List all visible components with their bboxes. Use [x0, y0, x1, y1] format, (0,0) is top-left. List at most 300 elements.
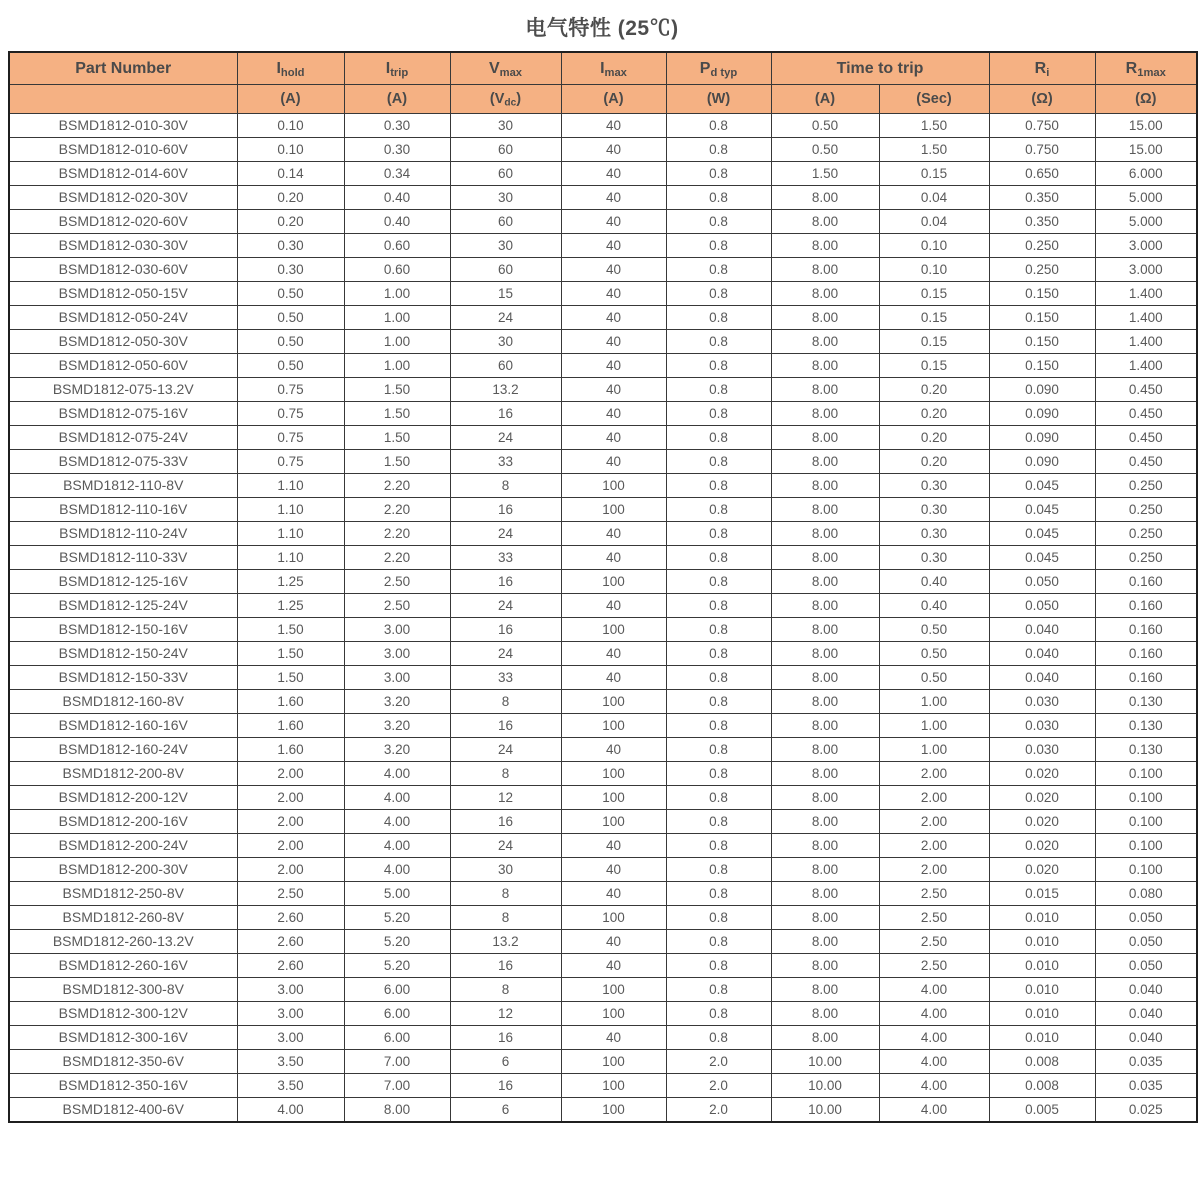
ihold-cell: 2.50 [237, 882, 344, 906]
vmax-cell: 8 [450, 882, 561, 906]
pd-typ-cell: 0.8 [666, 186, 771, 210]
table-row [9, 882, 1197, 906]
ri-cell: 0.090 [989, 426, 1095, 450]
r1max-cell: 0.100 [1095, 834, 1197, 858]
vmax-cell: 60 [450, 210, 561, 234]
table-row [9, 858, 1197, 882]
ihold-cell: 3.00 [237, 1002, 344, 1026]
time-to-trip-sec-cell: 2.00 [879, 786, 989, 810]
time-to-trip-sec-cell: 0.50 [879, 642, 989, 666]
part-number-cell: BSMD1812-260-8V [9, 906, 237, 930]
itrip-cell: 1.50 [344, 378, 450, 402]
ri-cell: 0.150 [989, 282, 1095, 306]
r1max-cell: 0.100 [1095, 810, 1197, 834]
time-to-trip-sec-cell: 0.20 [879, 426, 989, 450]
ri-cell: 0.005 [989, 1098, 1095, 1123]
part-number-cell: BSMD1812-110-33V [9, 546, 237, 570]
itrip-cell: 1.00 [344, 306, 450, 330]
pd-typ-cell: 0.8 [666, 570, 771, 594]
vmax-cell: 24 [450, 642, 561, 666]
time-to-trip-a-cell: 8.00 [771, 762, 879, 786]
ri-cell: 0.008 [989, 1050, 1095, 1074]
r1max-cell: 0.450 [1095, 426, 1197, 450]
r1max-cell: 0.040 [1095, 1026, 1197, 1050]
imax-cell: 40 [561, 546, 666, 570]
pd-typ-cell: 0.8 [666, 882, 771, 906]
table-row [9, 402, 1197, 426]
time-to-trip-sec-cell: 0.15 [879, 354, 989, 378]
time-to-trip-a-cell: 8.00 [771, 546, 879, 570]
table-row [9, 714, 1197, 738]
time-to-trip-a-cell: 1.50 [771, 162, 879, 186]
time-to-trip-a-cell: 8.00 [771, 1026, 879, 1050]
ihold-cell: 1.25 [237, 570, 344, 594]
table-row [9, 114, 1197, 138]
time-to-trip-sec-cell: 2.00 [879, 810, 989, 834]
vmax-cell: 30 [450, 186, 561, 210]
vmax-cell: 12 [450, 786, 561, 810]
ihold-cell: 1.50 [237, 642, 344, 666]
vmax-cell: 60 [450, 162, 561, 186]
time-to-trip-a-cell: 10.00 [771, 1074, 879, 1098]
time-to-trip-a-cell: 8.00 [771, 306, 879, 330]
pd-typ-cell: 2.0 [666, 1050, 771, 1074]
part-number-cell: BSMD1812-260-16V [9, 954, 237, 978]
header-pd-typ: Pd typ [666, 52, 771, 85]
ri-cell: 0.090 [989, 402, 1095, 426]
pd-typ-cell: 0.8 [666, 738, 771, 762]
table-row [9, 234, 1197, 258]
pd-typ-cell: 0.8 [666, 138, 771, 162]
time-to-trip-a-cell: 10.00 [771, 1050, 879, 1074]
table-row [9, 570, 1197, 594]
ihold-cell: 1.10 [237, 498, 344, 522]
ri-cell: 0.150 [989, 354, 1095, 378]
ihold-cell: 2.60 [237, 930, 344, 954]
ihold-cell: 3.50 [237, 1074, 344, 1098]
vmax-cell: 60 [450, 138, 561, 162]
time-to-trip-sec-cell: 2.50 [879, 930, 989, 954]
table-row [9, 666, 1197, 690]
vmax-cell: 24 [450, 522, 561, 546]
itrip-cell: 2.20 [344, 546, 450, 570]
ihold-cell: 2.00 [237, 834, 344, 858]
pd-typ-cell: 0.8 [666, 618, 771, 642]
pd-typ-cell: 0.8 [666, 234, 771, 258]
table-row [9, 618, 1197, 642]
header-imax: Imax [561, 52, 666, 85]
electrical-characteristics-table [8, 51, 1198, 1123]
time-to-trip-a-cell: 0.50 [771, 114, 879, 138]
table-row [9, 690, 1197, 714]
time-to-trip-a-cell: 8.00 [771, 714, 879, 738]
vmax-cell: 16 [450, 810, 561, 834]
time-to-trip-a-cell: 0.50 [771, 138, 879, 162]
time-to-trip-sec-cell: 0.40 [879, 570, 989, 594]
imax-cell: 100 [561, 762, 666, 786]
itrip-cell: 6.00 [344, 978, 450, 1002]
pd-typ-cell: 0.8 [666, 330, 771, 354]
imax-cell: 40 [561, 738, 666, 762]
time-to-trip-a-cell: 8.00 [771, 930, 879, 954]
time-to-trip-a-cell: 8.00 [771, 234, 879, 258]
time-to-trip-sec-cell: 0.15 [879, 306, 989, 330]
table-row [9, 210, 1197, 234]
time-to-trip-a-cell: 8.00 [771, 570, 879, 594]
imax-cell: 100 [561, 1002, 666, 1026]
ihold-cell: 4.00 [237, 1098, 344, 1123]
part-number-cell: BSMD1812-030-30V [9, 234, 237, 258]
time-to-trip-sec-cell: 0.15 [879, 162, 989, 186]
pd-typ-cell: 0.8 [666, 906, 771, 930]
itrip-cell: 4.00 [344, 786, 450, 810]
ri-cell: 0.010 [989, 1026, 1095, 1050]
part-number-cell: BSMD1812-075-24V [9, 426, 237, 450]
time-to-trip-a-cell: 8.00 [771, 258, 879, 282]
pd-typ-cell: 0.8 [666, 402, 771, 426]
r1max-cell: 0.160 [1095, 618, 1197, 642]
time-to-trip-sec-cell: 0.20 [879, 402, 989, 426]
itrip-cell: 3.00 [344, 666, 450, 690]
table-header [9, 52, 1197, 114]
vmax-cell: 15 [450, 282, 561, 306]
ri-cell: 0.020 [989, 786, 1095, 810]
itrip-cell: 2.20 [344, 498, 450, 522]
unit-imax: (A) [561, 85, 666, 114]
ri-cell: 0.650 [989, 162, 1095, 186]
imax-cell: 40 [561, 426, 666, 450]
r1max-cell: 0.050 [1095, 954, 1197, 978]
ihold-cell: 1.50 [237, 666, 344, 690]
pd-typ-cell: 0.8 [666, 834, 771, 858]
ri-cell: 0.010 [989, 1002, 1095, 1026]
ri-cell: 0.040 [989, 666, 1095, 690]
ihold-cell: 1.10 [237, 546, 344, 570]
time-to-trip-sec-cell: 0.20 [879, 450, 989, 474]
part-number-cell: BSMD1812-400-6V [9, 1098, 237, 1123]
pd-typ-cell: 0.8 [666, 858, 771, 882]
part-number-cell: BSMD1812-160-24V [9, 738, 237, 762]
ri-cell: 0.090 [989, 378, 1095, 402]
r1max-cell: 0.450 [1095, 378, 1197, 402]
table-row [9, 306, 1197, 330]
header-vmax: Vmax [450, 52, 561, 85]
itrip-cell: 2.50 [344, 594, 450, 618]
imax-cell: 40 [561, 114, 666, 138]
table-row [9, 786, 1197, 810]
time-to-trip-a-cell: 8.00 [771, 642, 879, 666]
pd-typ-cell: 0.8 [666, 690, 771, 714]
time-to-trip-a-cell: 8.00 [771, 402, 879, 426]
table-row [9, 162, 1197, 186]
part-number-cell: BSMD1812-250-8V [9, 882, 237, 906]
unit-ri: (Ω) [989, 85, 1095, 114]
vmax-cell: 60 [450, 258, 561, 282]
imax-cell: 40 [561, 930, 666, 954]
part-number-cell: BSMD1812-050-24V [9, 306, 237, 330]
time-to-trip-a-cell: 8.00 [771, 882, 879, 906]
imax-cell: 40 [561, 354, 666, 378]
ri-cell: 0.350 [989, 186, 1095, 210]
ihold-cell: 0.30 [237, 258, 344, 282]
pd-typ-cell: 2.0 [666, 1098, 771, 1123]
time-to-trip-sec-cell: 0.10 [879, 258, 989, 282]
pd-typ-cell: 0.8 [666, 978, 771, 1002]
r1max-cell: 0.035 [1095, 1050, 1197, 1074]
vmax-cell: 24 [450, 594, 561, 618]
time-to-trip-sec-cell: 0.15 [879, 330, 989, 354]
imax-cell: 40 [561, 258, 666, 282]
ri-cell: 0.010 [989, 906, 1095, 930]
header-time-to-trip: Time to trip [771, 52, 989, 85]
part-number-cell: BSMD1812-300-8V [9, 978, 237, 1002]
time-to-trip-sec-cell: 0.30 [879, 498, 989, 522]
vmax-cell: 16 [450, 714, 561, 738]
imax-cell: 40 [561, 882, 666, 906]
table-row [9, 474, 1197, 498]
unit-r1max: (Ω) [1095, 85, 1197, 114]
vmax-cell: 24 [450, 738, 561, 762]
imax-cell: 40 [561, 450, 666, 474]
ihold-cell: 0.10 [237, 114, 344, 138]
vmax-cell: 30 [450, 330, 561, 354]
ri-cell: 0.030 [989, 714, 1095, 738]
itrip-cell: 4.00 [344, 810, 450, 834]
part-number-cell: BSMD1812-150-16V [9, 618, 237, 642]
time-to-trip-sec-cell: 0.50 [879, 618, 989, 642]
time-to-trip-a-cell: 8.00 [771, 978, 879, 1002]
itrip-cell: 0.40 [344, 186, 450, 210]
imax-cell: 100 [561, 1050, 666, 1074]
ihold-cell: 1.25 [237, 594, 344, 618]
pd-typ-cell: 2.0 [666, 1074, 771, 1098]
ihold-cell: 0.50 [237, 330, 344, 354]
ri-cell: 0.020 [989, 858, 1095, 882]
table-row [9, 546, 1197, 570]
itrip-cell: 5.00 [344, 882, 450, 906]
vmax-cell: 33 [450, 546, 561, 570]
r1max-cell: 0.250 [1095, 522, 1197, 546]
itrip-cell: 1.00 [344, 282, 450, 306]
ri-cell: 0.010 [989, 930, 1095, 954]
ri-cell: 0.050 [989, 570, 1095, 594]
ri-cell: 0.045 [989, 522, 1095, 546]
time-to-trip-a-cell: 8.00 [771, 906, 879, 930]
table-row [9, 138, 1197, 162]
ihold-cell: 1.60 [237, 738, 344, 762]
pd-typ-cell: 0.8 [666, 666, 771, 690]
imax-cell: 40 [561, 834, 666, 858]
part-number-cell: BSMD1812-050-15V [9, 282, 237, 306]
vmax-cell: 8 [450, 906, 561, 930]
table-row [9, 1002, 1197, 1026]
table-row [9, 810, 1197, 834]
ri-cell: 0.010 [989, 954, 1095, 978]
ri-cell: 0.150 [989, 330, 1095, 354]
itrip-cell: 6.00 [344, 1026, 450, 1050]
pd-typ-cell: 0.8 [666, 450, 771, 474]
r1max-cell: 0.130 [1095, 714, 1197, 738]
itrip-cell: 1.50 [344, 426, 450, 450]
vmax-cell: 24 [450, 834, 561, 858]
itrip-cell: 5.20 [344, 906, 450, 930]
part-number-cell: BSMD1812-050-60V [9, 354, 237, 378]
ihold-cell: 1.10 [237, 474, 344, 498]
imax-cell: 40 [561, 1026, 666, 1050]
table-row [9, 378, 1197, 402]
pd-typ-cell: 0.8 [666, 930, 771, 954]
part-number-cell: BSMD1812-350-6V [9, 1050, 237, 1074]
r1max-cell: 0.250 [1095, 546, 1197, 570]
time-to-trip-a-cell: 8.00 [771, 498, 879, 522]
itrip-cell: 2.50 [344, 570, 450, 594]
time-to-trip-sec-cell: 4.00 [879, 978, 989, 1002]
pd-typ-cell: 0.8 [666, 642, 771, 666]
part-number-cell: BSMD1812-150-24V [9, 642, 237, 666]
time-to-trip-sec-cell: 4.00 [879, 1050, 989, 1074]
imax-cell: 40 [561, 282, 666, 306]
part-number-cell: BSMD1812-300-16V [9, 1026, 237, 1050]
vmax-cell: 16 [450, 570, 561, 594]
ri-cell: 0.750 [989, 138, 1095, 162]
time-to-trip-a-cell: 8.00 [771, 186, 879, 210]
r1max-cell: 0.040 [1095, 978, 1197, 1002]
imax-cell: 40 [561, 522, 666, 546]
imax-cell: 40 [561, 306, 666, 330]
vmax-cell: 8 [450, 690, 561, 714]
imax-cell: 40 [561, 162, 666, 186]
time-to-trip-a-cell: 8.00 [771, 618, 879, 642]
ihold-cell: 0.50 [237, 306, 344, 330]
r1max-cell: 0.450 [1095, 450, 1197, 474]
part-number-cell: BSMD1812-075-13.2V [9, 378, 237, 402]
ihold-cell: 2.60 [237, 954, 344, 978]
unit-ihold: (A) [237, 85, 344, 114]
part-number-cell: BSMD1812-150-33V [9, 666, 237, 690]
vmax-cell: 13.2 [450, 930, 561, 954]
vmax-cell: 8 [450, 762, 561, 786]
pd-typ-cell: 0.8 [666, 162, 771, 186]
part-number-cell: BSMD1812-075-16V [9, 402, 237, 426]
time-to-trip-sec-cell: 1.00 [879, 714, 989, 738]
part-number-cell: BSMD1812-350-16V [9, 1074, 237, 1098]
itrip-cell: 5.20 [344, 930, 450, 954]
time-to-trip-sec-cell: 0.40 [879, 594, 989, 618]
part-number-cell: BSMD1812-200-8V [9, 762, 237, 786]
time-to-trip-sec-cell: 0.30 [879, 522, 989, 546]
time-to-trip-a-cell: 8.00 [771, 738, 879, 762]
r1max-cell: 0.160 [1095, 570, 1197, 594]
r1max-cell: 0.035 [1095, 1074, 1197, 1098]
part-number-cell: BSMD1812-075-33V [9, 450, 237, 474]
r1max-cell: 15.00 [1095, 138, 1197, 162]
ihold-cell: 0.75 [237, 450, 344, 474]
ri-cell: 0.150 [989, 306, 1095, 330]
table-row [9, 930, 1197, 954]
pd-typ-cell: 0.8 [666, 594, 771, 618]
itrip-cell: 3.20 [344, 690, 450, 714]
ri-cell: 0.008 [989, 1074, 1095, 1098]
time-to-trip-sec-cell: 1.50 [879, 114, 989, 138]
ihold-cell: 3.00 [237, 978, 344, 1002]
table-body [9, 114, 1197, 1123]
unit-time-to-trip-sec: (Sec) [879, 85, 989, 114]
ri-cell: 0.250 [989, 234, 1095, 258]
ihold-cell: 0.14 [237, 162, 344, 186]
time-to-trip-sec-cell: 0.10 [879, 234, 989, 258]
vmax-cell: 30 [450, 858, 561, 882]
ri-cell: 0.010 [989, 978, 1095, 1002]
imax-cell: 100 [561, 474, 666, 498]
itrip-cell: 4.00 [344, 762, 450, 786]
r1max-cell: 0.025 [1095, 1098, 1197, 1123]
vmax-cell: 16 [450, 954, 561, 978]
itrip-cell: 5.20 [344, 954, 450, 978]
r1max-cell: 0.050 [1095, 930, 1197, 954]
imax-cell: 40 [561, 186, 666, 210]
pd-typ-cell: 0.8 [666, 546, 771, 570]
r1max-cell: 0.250 [1095, 474, 1197, 498]
pd-typ-cell: 0.8 [666, 498, 771, 522]
ihold-cell: 0.50 [237, 354, 344, 378]
ihold-cell: 3.00 [237, 1026, 344, 1050]
part-number-cell: BSMD1812-020-30V [9, 186, 237, 210]
r1max-cell: 1.400 [1095, 354, 1197, 378]
time-to-trip-sec-cell: 4.00 [879, 1026, 989, 1050]
pd-typ-cell: 0.8 [666, 762, 771, 786]
ri-cell: 0.250 [989, 258, 1095, 282]
ri-cell: 0.045 [989, 546, 1095, 570]
ihold-cell: 0.20 [237, 210, 344, 234]
ihold-cell: 0.75 [237, 378, 344, 402]
vmax-cell: 13.2 [450, 378, 561, 402]
part-number-cell: BSMD1812-260-13.2V [9, 930, 237, 954]
time-to-trip-sec-cell: 0.20 [879, 378, 989, 402]
itrip-cell: 0.30 [344, 138, 450, 162]
ri-cell: 0.030 [989, 738, 1095, 762]
vmax-cell: 33 [450, 666, 561, 690]
r1max-cell: 0.160 [1095, 642, 1197, 666]
table-row [9, 594, 1197, 618]
r1max-cell: 3.000 [1095, 258, 1197, 282]
itrip-cell: 0.34 [344, 162, 450, 186]
time-to-trip-sec-cell: 0.04 [879, 186, 989, 210]
pd-typ-cell: 0.8 [666, 474, 771, 498]
time-to-trip-a-cell: 8.00 [771, 210, 879, 234]
unit-time-to-trip-a: (A) [771, 85, 879, 114]
ri-cell: 0.050 [989, 594, 1095, 618]
r1max-cell: 1.400 [1095, 306, 1197, 330]
vmax-cell: 60 [450, 354, 561, 378]
r1max-cell: 0.450 [1095, 402, 1197, 426]
imax-cell: 100 [561, 714, 666, 738]
vmax-cell: 24 [450, 306, 561, 330]
ihold-cell: 1.60 [237, 690, 344, 714]
pd-typ-cell: 0.8 [666, 714, 771, 738]
itrip-cell: 1.50 [344, 402, 450, 426]
ri-cell: 0.350 [989, 210, 1095, 234]
vmax-cell: 24 [450, 426, 561, 450]
part-number-cell: BSMD1812-160-16V [9, 714, 237, 738]
table-row [9, 642, 1197, 666]
time-to-trip-a-cell: 8.00 [771, 666, 879, 690]
imax-cell: 40 [561, 378, 666, 402]
vmax-cell: 33 [450, 450, 561, 474]
time-to-trip-sec-cell: 4.00 [879, 1098, 989, 1123]
ihold-cell: 2.00 [237, 810, 344, 834]
part-number-cell: BSMD1812-050-30V [9, 330, 237, 354]
header-r1max: R1max [1095, 52, 1197, 85]
